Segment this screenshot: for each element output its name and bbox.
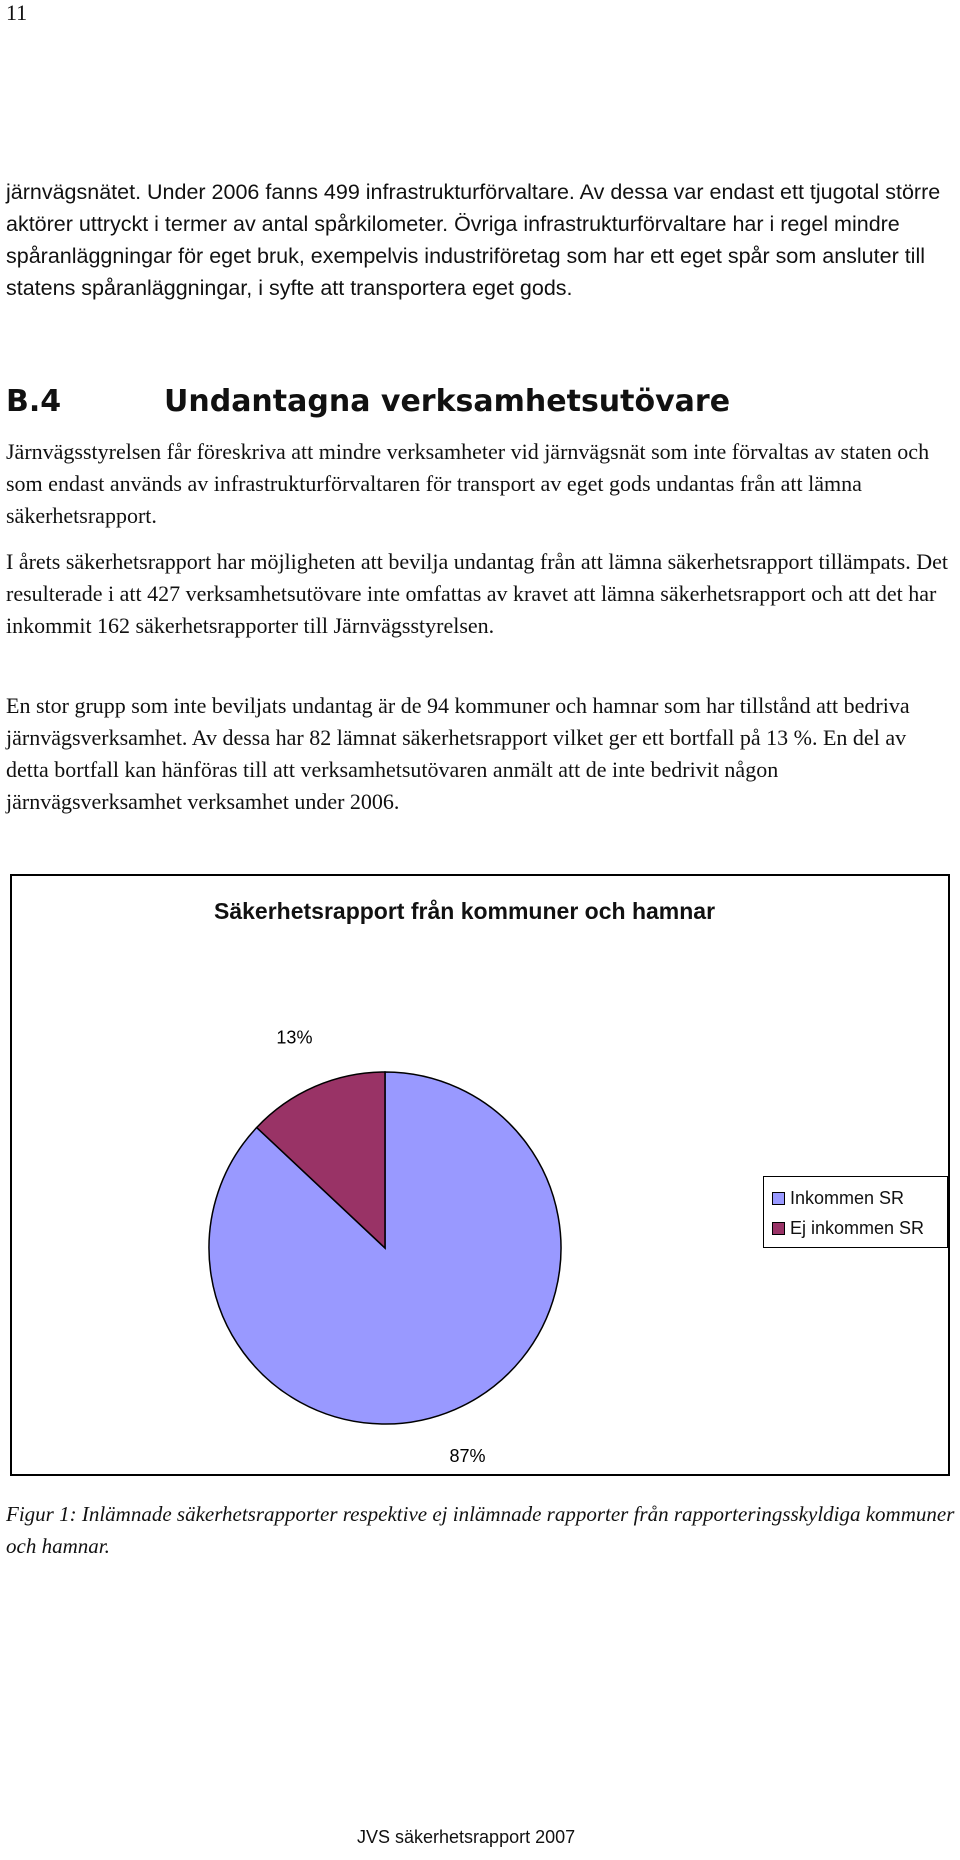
legend-swatch-ej-inkommen	[772, 1222, 785, 1235]
page-number: 11	[6, 0, 28, 25]
pie-plot-area	[12, 876, 948, 1474]
legend-swatch-inkommen	[772, 1192, 785, 1205]
pie-data-label-0: 87%	[449, 1445, 486, 1466]
pie-data-label-1: 13%	[276, 1027, 313, 1048]
section-number: B.4	[6, 384, 62, 419]
legend-item-inkommen	[772, 1183, 947, 1213]
chart-title-text: Säkerhetsrapport från kommuner och hamnar	[214, 898, 716, 924]
section-title: Undantagna verksamhetsutövare	[164, 384, 731, 419]
body-paragraph-3: En stor grupp som inte beviljats undantag är de 94 kommuner och hamnar som har tillstånd att bedriva järnvägsverksamhet. Av dessa har 82 lämnat säkerhetsrapport vilket ger ett bortfall på 13 %. En del av detta bortfall kan hänföras till att verksamhetsutövaren anmält att de inte bedrivit någon järnvägsverksamhet verksamhet under 2006.	[6, 693, 910, 814]
legend-label-ej-inkommen: Ej inkommen SR	[790, 1217, 925, 1238]
intro-paragraph: järnvägsnätet. Under 2006 fanns 499 infrastrukturförvaltare. Av dessa var endast ett tjugotal större aktörer uttryckt i termer av antal spårkilometer. Övriga infrastrukturförvaltare har i regel mindre spåranläggningar för eget bruk, exempelvis industriföretag som har ett eget spår som ansluter till statens spåranläggningar, i syfte att transportera eget gods.	[6, 180, 941, 300]
figure-caption: Figur 1: Inlämnade säkerhetsrapporter respektive ej inlämnade rapporter från rapporteringsskyldiga kommuner och hamnar.	[6, 1502, 955, 1558]
pie-chart	[10, 874, 950, 1476]
body-paragraph-1: Järnvägsstyrelsen får föreskriva att mindre verksamheter vid järnvägsnät som inte förvaltas av staten och som endast används av infrastrukturförvaltaren för transport av eget gods undantas från att lämna säkerhetsrapport.	[6, 439, 930, 528]
legend-label-inkommen: Inkommen SR	[790, 1187, 905, 1208]
footer-text: JVS säkerhetsrapport 2007	[357, 1827, 576, 1847]
chart-legend	[763, 1176, 948, 1248]
body-paragraph-2: I årets säkerhetsrapport har möjligheten att bevilja undantag från att lämna säkerhetsrapport tillämpats. Det resulterade i att 427 verksamhetsutövare inte omfattas av kravet att lämna säkerhetsrapport och att det har inkommit 162 säkerhetsrapporter till Järnvägsstyrelsen.	[6, 549, 948, 638]
legend-item-ej-inkommen	[772, 1213, 947, 1243]
section-heading	[6, 384, 730, 419]
